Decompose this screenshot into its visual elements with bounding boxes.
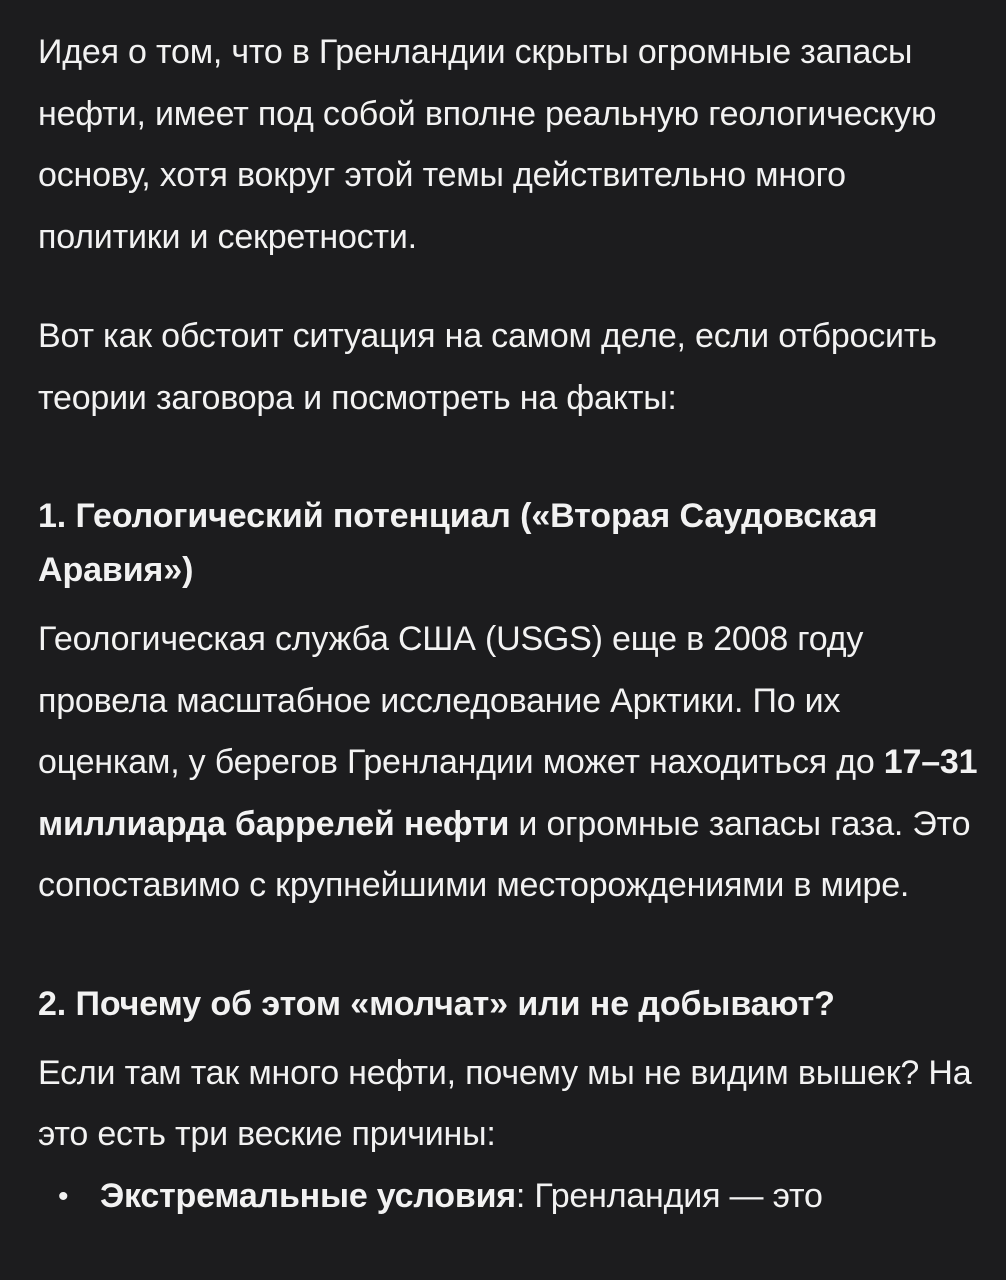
- section-2-heading: 2. Почему об этом «молчат» или не добывают?: [38, 984, 835, 1023]
- section-1-paragraph: [38, 609, 978, 917]
- section-1-text-after: и огромные запасы газа. Это сопоставимо с крупнейшими месторождениями в мире.: [38, 804, 971, 904]
- message-content: [38, 22, 978, 1227]
- list-item-text: : Гренландия — это: [515, 1176, 823, 1215]
- list-item: [38, 1166, 978, 1228]
- bullet-icon: •: [58, 1179, 69, 1213]
- reasons-list: [38, 1166, 978, 1228]
- section-2-paragraph: Если там так много нефти, почему мы не видим вышек? На это есть три веские причины:: [38, 1053, 972, 1153]
- section-1-highlight: 17–31 миллиарда баррелей нефти: [38, 743, 978, 843]
- section-1-text-before: Геологическая служба США (USGS) еще в 2008 году провела масштабное исследование Арктики. По их оценкам, у берегов Гренландии может находиться до: [38, 620, 884, 781]
- intro-paragraph-2: Вот как обстоит ситуация на самом деле, если отбросить теории заговора и посмотреть на факты:: [38, 317, 937, 417]
- intro-paragraph-1: Идея о том, что в Гренландии скрыты огромные запасы нефти, имеет под собой вполне реальную геологическую основу, хотя вокруг этой темы действительно много политики и секретности.: [38, 33, 937, 256]
- list-item-title: Экстремальные условия: [100, 1176, 516, 1215]
- section-1-heading: 1. Геологический потенциал («Вторая Саудовская Аравия»): [38, 497, 878, 589]
